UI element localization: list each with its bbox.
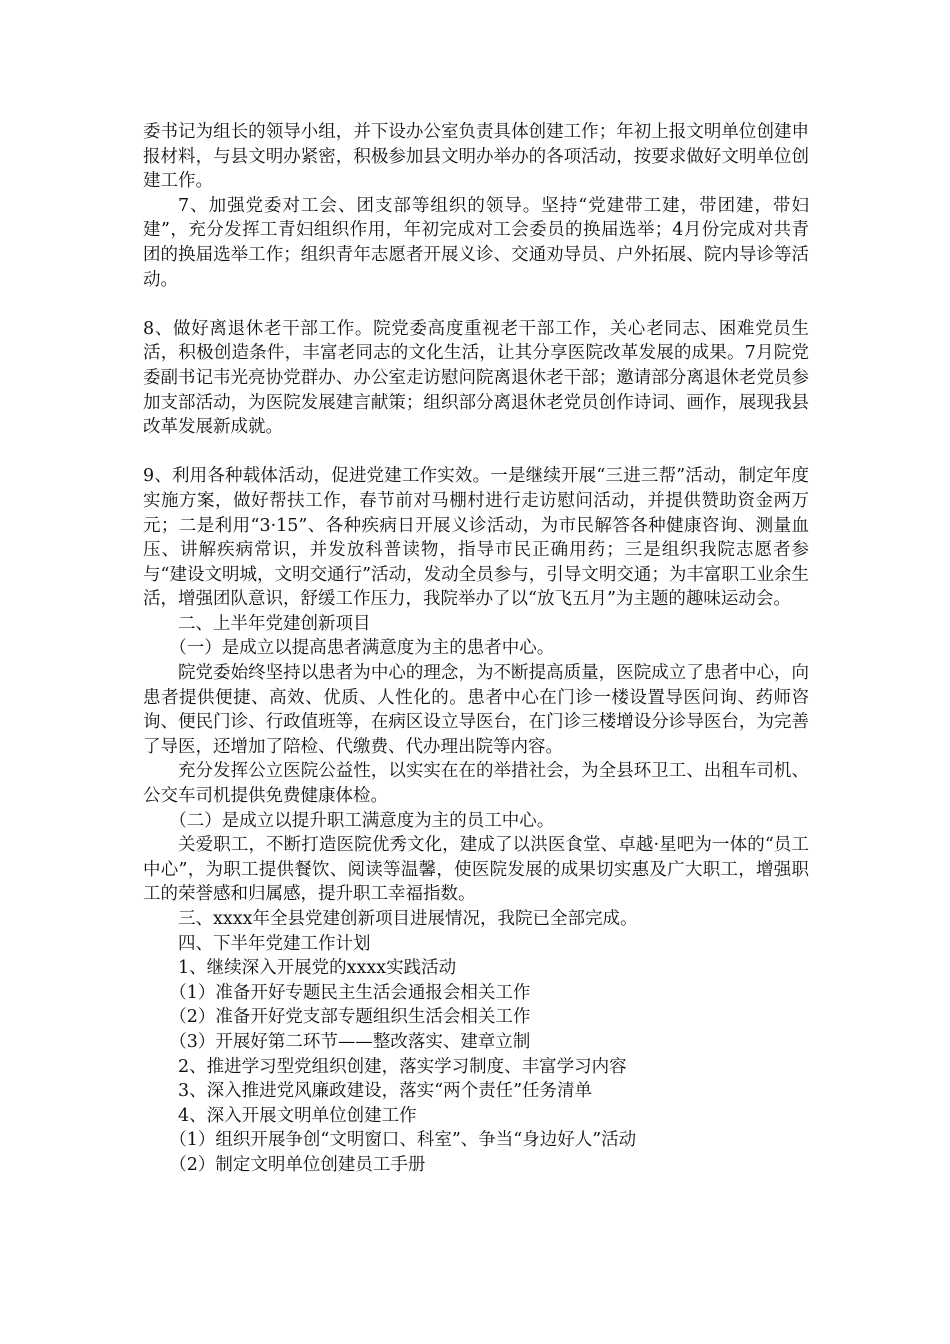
plan-item-1: 1、继续深入开展党的xxxx实践活动 bbox=[178, 958, 457, 979]
plan-item-4: 4、深入开展文明单位创建工作 bbox=[178, 1105, 417, 1126]
plan-subitem-4-2: （2）制定文明单位创建员工手册 bbox=[169, 1154, 426, 1175]
paragraph-spacer bbox=[143, 440, 809, 465]
paragraph-item-8: 8、做好离退休老干部工作。院党委高度重视老干部工作，关心老同志、困难党员生活，积极创造条件，丰富老同志的文化生活，让其分享医院改革发展的成果。7月院党委副书记韦光亮协党群办、办公室走访慰问院离退休老干部；邀请部分离退休老党员参加支部活动，为医院发展建言献策；组织部分离退休老党员创作诗词、画作，展现我县改革发展新成就。 bbox=[143, 318, 809, 438]
plan-subitem-1-2: （2）准备开好党支部专题组织生活会相关工作 bbox=[169, 1007, 531, 1028]
paragraph-civilization-unit: 委书记为组长的领导小组，并下设办公室负责具体创建工作；年初上报文明单位创建申报材料，与县文明办紧密，积极参加县文明办举办的各项活动，按要求做好文明单位创建工作。 bbox=[143, 122, 809, 192]
plan-subitem-1-1: （1）准备开好专题民主生活会通报会相关工作 bbox=[169, 982, 531, 1003]
section-heading-3: 三、xxxx年全县党建创新项目进展情况，我院已全部完成。 bbox=[178, 909, 638, 929]
section-heading-2: 二、上半年党建创新项目 bbox=[178, 613, 371, 634]
subheading-staff-center: （二）是成立以提升职工满意度为主的员工中心。 bbox=[169, 810, 555, 831]
paragraph-staff-center: 关爱职工，不断打造医院优秀文化，建成了以洪医食堂、卓越·星吧为一体的“员工中心”，为职工提供餐饮、阅读等温馨，使医院发展的成果切实惠及广大职工，增强职工的荣誉感和归属感，提升职工幸福指数。 bbox=[143, 835, 809, 905]
paragraph-public-welfare: 充分发挥公立医院公益性，以实实在在的举措社会，为全县环卫工、出租车司机、公交车司机提供免费健康体检。 bbox=[143, 761, 809, 807]
paragraph-item-9: 9、利用各种载体活动，促进党建工作实效。一是继续开展“三进三帮”活动，制定年度实施方案，做好帮扶工作，春节前对马棚村进行走访慰问活动，并提供赞助资金两万元；二是利用“3·15”、各种疾病日开展义诊活动，为市民解答各种健康咨询、测量血压、讲解疾病常识，并发放科普读物，指导市民正确用药；三是组织我院志愿者参与“建设文明城，文明交通行”活动，发动全员参与，引导文明交通；为丰富职工业余生活，增强团队意识，舒缓工作压力，我院举办了以“放飞五月”为主题的趣味运动会。 bbox=[143, 466, 809, 610]
plan-item-3: 3、深入推进党风廉政建设，落实“两个责任”任务清单 bbox=[178, 1081, 593, 1102]
subheading-patient-center: （一）是成立以提高患者满意度为主的患者中心。 bbox=[169, 638, 555, 659]
document-page bbox=[143, 120, 809, 1178]
paragraph-patient-center: 院党委始终坚持以患者为中心的理念，为不断提高质量，医院成立了患者中心，向患者提供便捷、高效、优质、人性化的。患者中心在门诊一楼设置导医问询、药师咨询、便民门诊、行政值班等，在病区设立导医台，在门诊三楼增设分诊导医台，为完善了导医，还增加了陪检、代缴费、代办理出院等内容。 bbox=[143, 663, 809, 757]
plan-item-2: 2、推进学习型党组织创建，落实学习制度、丰富学习内容 bbox=[178, 1056, 627, 1077]
section-heading-4: 四、下半年党建工作计划 bbox=[178, 933, 371, 954]
plan-subitem-1-3: （3）开展好第二环节——整改落实、建章立制 bbox=[169, 1031, 531, 1052]
paragraph-item-7: 7、加强党委对工会、团支部等组织的领导。坚持“党建带工建，带团建，带妇建”，充分发挥工青妇组织作用，年初完成对工会委员的换届选举；4月份完成对共青团的换届选举工作；组织青年志愿者开展义诊、交通劝导员、户外拓展、院内导诊等活动。 bbox=[143, 195, 809, 290]
plan-subitem-4-1: （1）组织开展争创“文明窗口、科室”、争当“身边好人”活动 bbox=[169, 1130, 637, 1151]
paragraph-spacer bbox=[143, 292, 809, 317]
